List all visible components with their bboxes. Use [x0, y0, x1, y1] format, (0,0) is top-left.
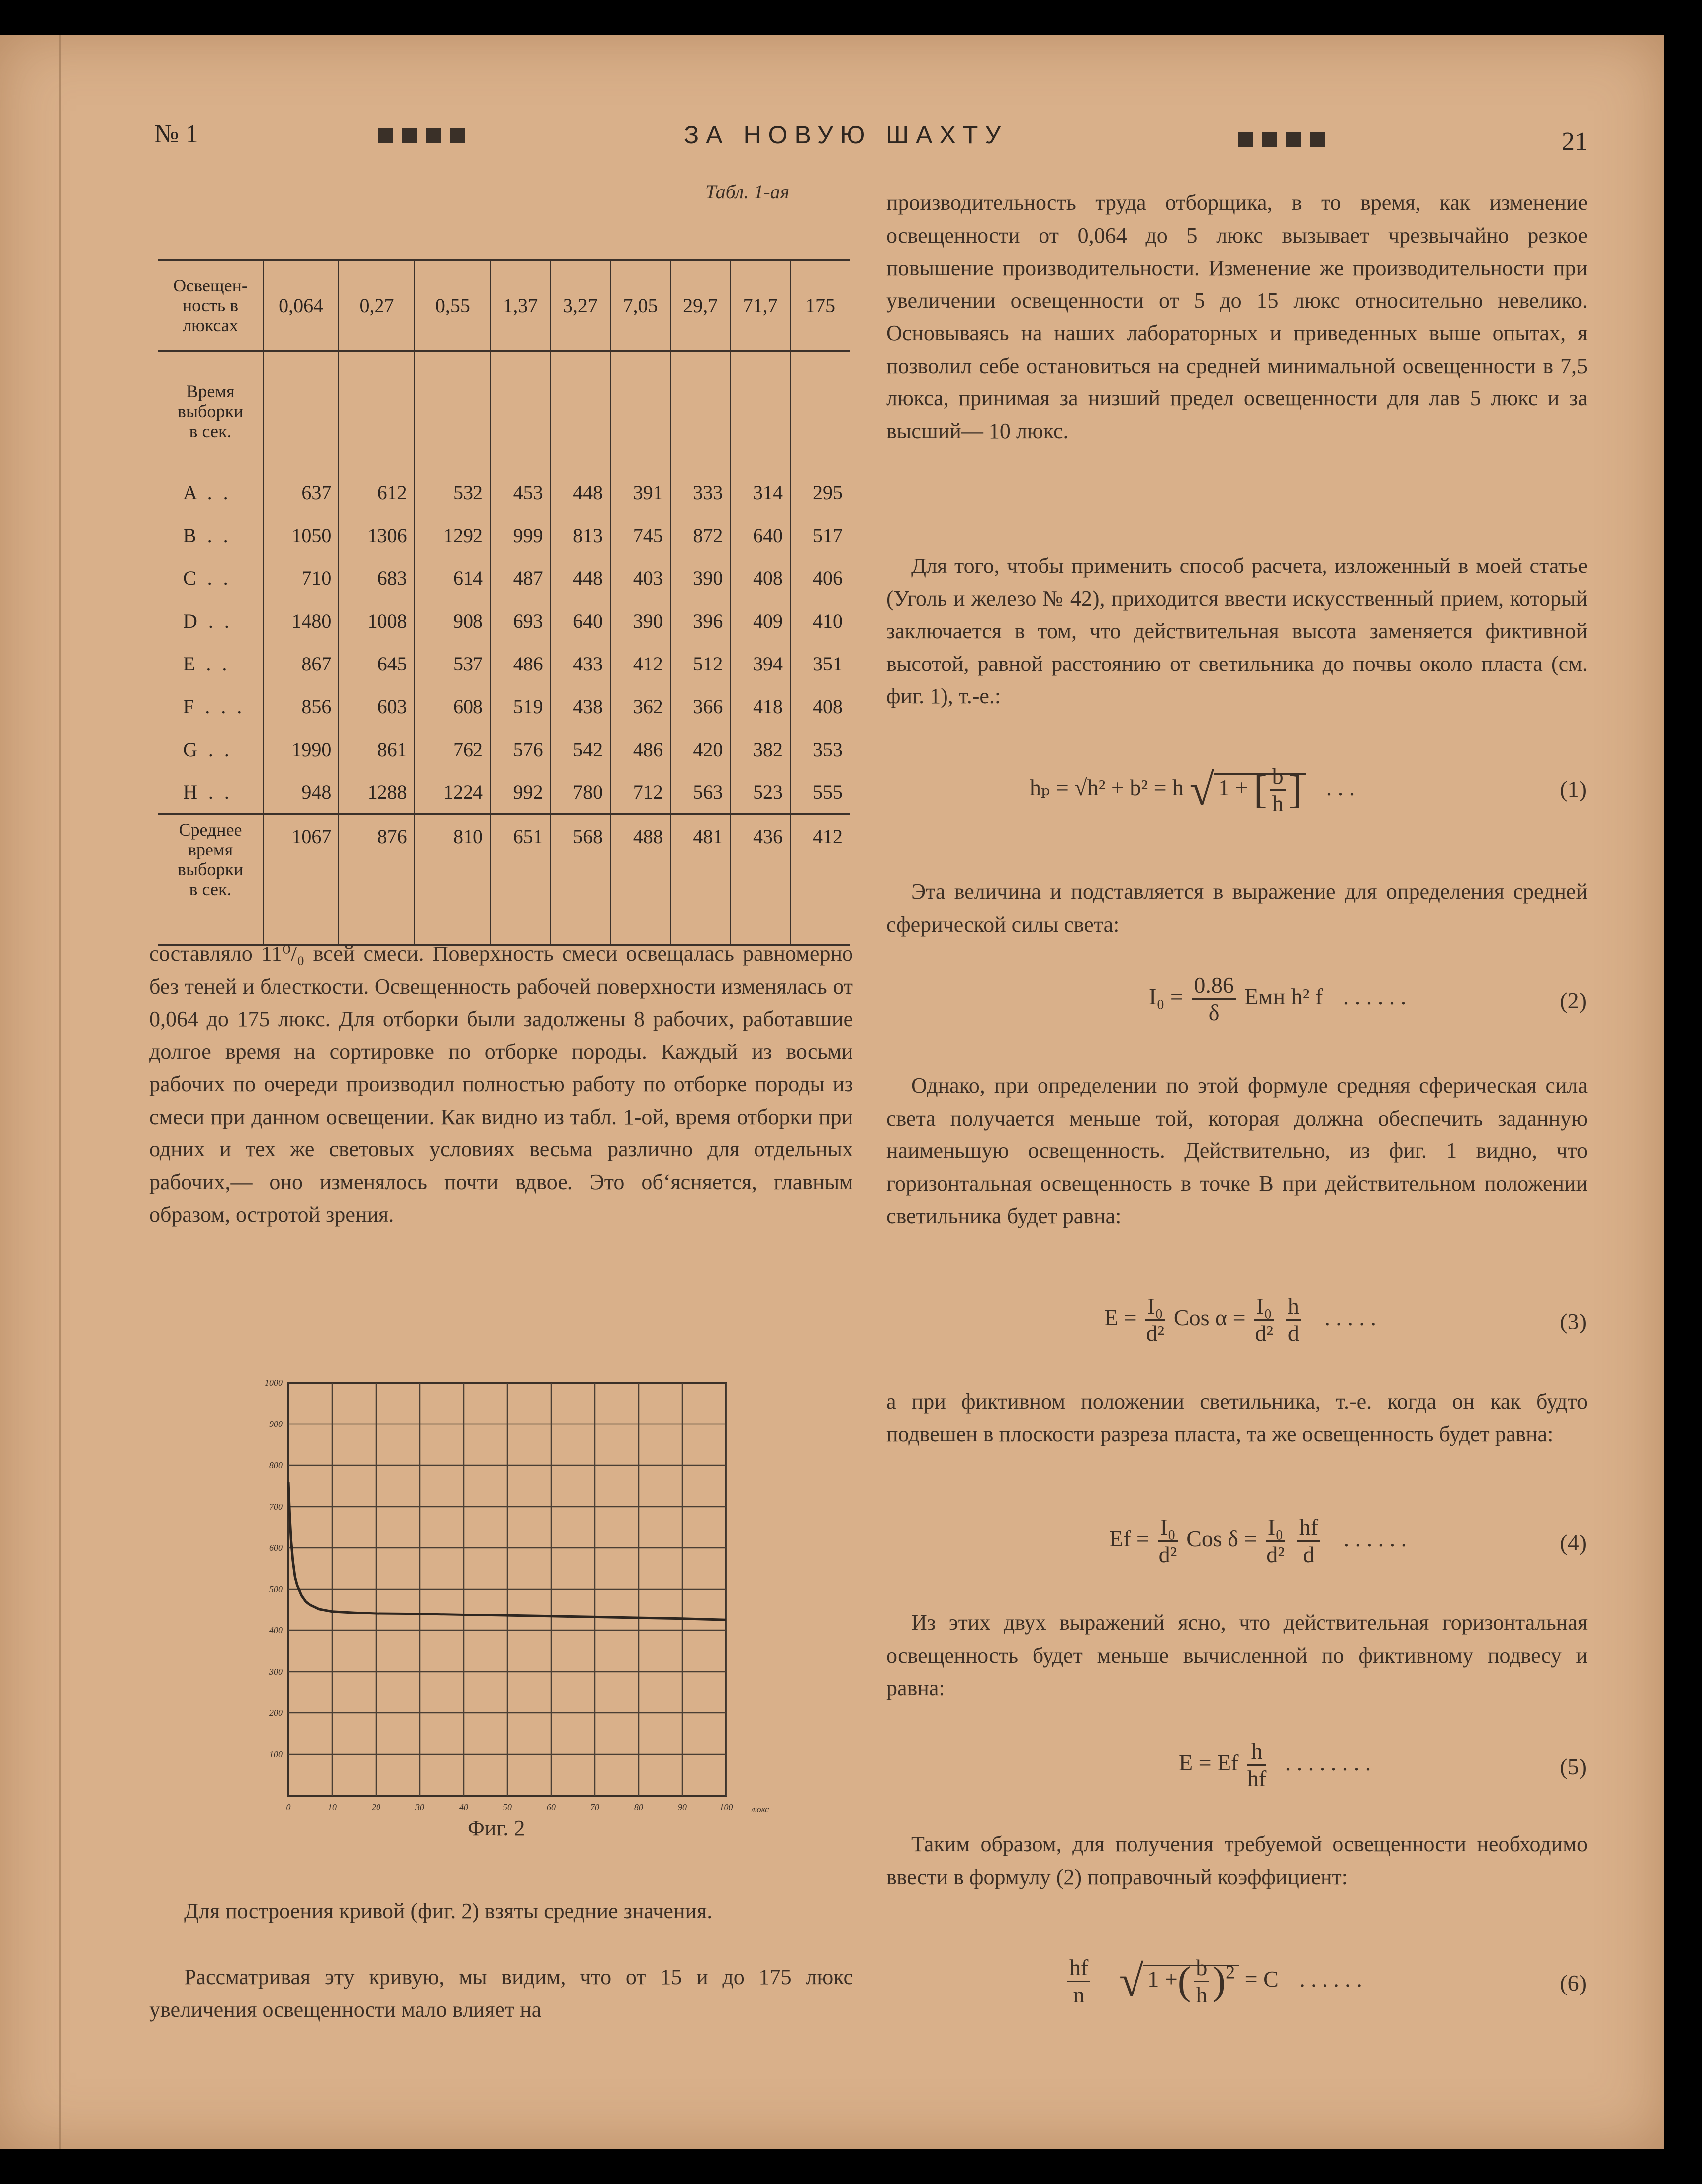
worker-label: C . . — [183, 567, 231, 589]
time-cell: 410 — [790, 599, 850, 642]
illum-cell: 1,37 — [490, 260, 551, 351]
time-cell: 542 — [551, 728, 611, 770]
time-cell: 563 — [670, 770, 731, 814]
table-row — [158, 471, 850, 514]
table-row — [158, 557, 850, 599]
formula-2: I₀ = $\frac{0.86}{\delta}$ Eмн h² f . . . . . . (2) — [1149, 972, 1587, 1025]
time-cell: 637 — [263, 471, 339, 514]
avg-cell: 568 — [551, 814, 611, 946]
x-tick-label: 0 — [286, 1803, 291, 1812]
time-cell: 433 — [551, 642, 611, 685]
avg-cell: 436 — [730, 814, 790, 946]
time-cell: 1306 — [339, 514, 414, 557]
time-cell: 403 — [610, 557, 670, 599]
time-cell: 453 — [490, 471, 551, 514]
avg-cell: 412 — [790, 814, 850, 946]
time-cell: 486 — [610, 728, 670, 770]
time-cell: 992 — [490, 770, 551, 814]
y-tick-label: 800 — [269, 1460, 283, 1470]
time-cell: 486 — [490, 642, 551, 685]
avg-cell: 481 — [670, 814, 731, 946]
time-cell: 314 — [730, 471, 790, 514]
time-cell: 390 — [670, 557, 731, 599]
formula-1: hₚ = √h² + b² = h √ 1 + [ $\frac{b}{h}$ ] . . . (1) — [1030, 763, 1587, 816]
time-cell: 448 — [551, 557, 611, 599]
table-row — [158, 599, 850, 642]
time-cell: 366 — [670, 685, 731, 728]
time-cell: 418 — [730, 685, 790, 728]
worker-label: B . . — [183, 524, 231, 547]
average-label: Среднее время выборки в сек. — [158, 814, 263, 946]
table-row — [158, 685, 850, 728]
y-tick-label: 600 — [269, 1543, 283, 1553]
x-axis-label: люкс — [751, 1804, 769, 1814]
formula-6: $\frac{hf}{n}$ √ 1 +( $\frac{b}{h}$ )$^2$ = C . . . . . . (6) — [1064, 1955, 1587, 2008]
time-cell: 523 — [730, 770, 790, 814]
data-table — [158, 259, 850, 946]
time-cell: 512 — [670, 642, 731, 685]
avg-cell: 1067 — [263, 814, 339, 946]
time-cell: 353 — [790, 728, 850, 770]
time-cell: 394 — [730, 642, 790, 685]
right-paragraph-1: производительность труда отборщика, в то время, как изменение освещенности от 0,064 до 5 люкс вызывает чрезвычайно резкое повышение производительности. Изменение же производительности при увеличении освещенности от 5 до 15 люкс относительно невелико. Основываясь на наших лабораторных и приведенных выше опытах, я позволил себе остановиться на средней минимальной освещенности в 7,5 люкса, принимая за низший предел освещенности для лав 5 люкс и за высший— 10 люкс. — [886, 190, 1588, 443]
x-tick-label: 30 — [415, 1803, 424, 1812]
worker-label: H . . — [158, 770, 263, 814]
table-row — [158, 642, 850, 685]
time-cell: 412 — [610, 642, 670, 685]
time-cell: 640 — [730, 514, 790, 557]
table-caption: Табл. 1-ая — [705, 181, 790, 203]
avg-cell: 488 — [610, 814, 670, 946]
right-paragraph-3: Эта величина и подставляется в выражение для определения средней сферической силы света: — [886, 879, 1588, 937]
time-cell: 693 — [490, 599, 551, 642]
worker-label: A . . — [183, 481, 231, 504]
illum-cell: 71,7 — [730, 260, 790, 351]
time-cell: 532 — [415, 471, 490, 514]
worker-label: D . . — [183, 609, 232, 632]
x-tick-label: 10 — [328, 1803, 337, 1812]
time-cell: 576 — [490, 728, 551, 770]
left-paragraph-3: Рассматривая эту кривую, мы видим, что от 15 и до 175 люкс увеличения освещенности мало влияет на — [149, 1965, 853, 2022]
header-ornament-right — [1238, 132, 1334, 149]
time-cell: 856 — [263, 685, 339, 728]
x-tick-label: 100 — [719, 1803, 733, 1812]
page-number: 21 — [1562, 127, 1588, 156]
time-cell: 555 — [790, 770, 850, 814]
x-tick-label: 60 — [547, 1803, 556, 1812]
time-cell: 409 — [730, 599, 790, 642]
illum-cell: 3,27 — [551, 260, 611, 351]
time-cell: 333 — [670, 471, 731, 514]
time-cell: 603 — [339, 685, 414, 728]
x-tick-label: 20 — [372, 1803, 380, 1812]
time-cell: 640 — [551, 599, 611, 642]
table-row — [158, 728, 850, 770]
y-tick-label: 400 — [269, 1625, 283, 1635]
illum-cell: 0,27 — [339, 260, 414, 351]
formula-3: E = $\frac{\text{I₀}}{\text{d²}}$ Cos α = $\frac{\text{I₀}}{\text{d²}}$ $\frac{h}{d}$ . . . . . (3) — [1104, 1293, 1587, 1346]
time-cell: 614 — [415, 557, 490, 599]
illum-cell: 7,05 — [610, 260, 670, 351]
time-cell: 872 — [670, 514, 731, 557]
y-tick-label: 500 — [269, 1584, 283, 1594]
issue-number: № 1 — [154, 120, 198, 148]
time-cell: 645 — [339, 642, 414, 685]
y-tick-label: 300 — [269, 1667, 283, 1677]
avg-cell: 876 — [339, 814, 414, 946]
time-cell: 537 — [415, 642, 490, 685]
illumination-label: Освещен- ность в люксах — [158, 260, 263, 351]
x-tick-label: 40 — [459, 1803, 468, 1812]
time-cell: 408 — [730, 557, 790, 599]
table-header-row — [158, 260, 850, 351]
time-cell: 396 — [670, 599, 731, 642]
illum-cell: 0,55 — [415, 260, 490, 351]
right-paragraph-6: Из этих двух выражений ясно, что действительная горизонтальная освещенность будет меньше вычисленной по фиктивному подвесу и равна: — [886, 1611, 1588, 1700]
time-cell: 1480 — [263, 599, 339, 642]
time-cell: 406 — [790, 557, 850, 599]
time-cell: 710 — [263, 557, 339, 599]
left-paragraph-2: Для построения кривой (фиг. 2) взяты средние значения. — [184, 1899, 713, 1923]
time-cell: 391 — [610, 471, 670, 514]
time-cell: 867 — [263, 642, 339, 685]
time-cell: 861 — [339, 728, 414, 770]
figure-caption: Фиг. 2 — [468, 1816, 525, 1840]
page-sheet — [0, 35, 1664, 2149]
right-paragraph-7: Таким образом, для получения требуемой освещенности необходимо ввести в формулу (2) поправочный коэффициент: — [886, 1832, 1588, 1889]
time-cell: 487 — [490, 557, 551, 599]
time-cell: 780 — [551, 770, 611, 814]
time-cell: 438 — [551, 685, 611, 728]
time-cell: 1050 — [263, 514, 339, 557]
avg-cell: 651 — [490, 814, 551, 946]
average-row — [158, 814, 850, 946]
time-cell: 612 — [339, 471, 414, 514]
formula-5: E = Ef $\frac{h}{hf}$ . . . . . . . . (5) — [1179, 1738, 1587, 1791]
time-cell: 408 — [790, 685, 850, 728]
time-cell: 362 — [610, 685, 670, 728]
time-label: Время выборки в сек. — [177, 381, 244, 441]
time-cell: 948 — [263, 770, 339, 814]
time-cell: 351 — [790, 642, 850, 685]
time-cell: 448 — [551, 471, 611, 514]
y-tick-label: 700 — [269, 1502, 283, 1512]
time-cell: 1288 — [339, 770, 414, 814]
x-tick-label: 90 — [678, 1803, 687, 1812]
time-cell: 1990 — [263, 728, 339, 770]
figure-2-chart — [249, 1368, 776, 1815]
right-paragraph-5: а при фиктивном положении светильника, т.-е. когда он как будто подвешен в плоскости разреза пласта, та же освещенность будет равна: — [886, 1389, 1588, 1446]
time-cell: 999 — [490, 514, 551, 557]
right-paragraph-2: Для того, чтобы применить способ расчета, изложенный в моей статье (Уголь и железо № 42), приходится ввести искусственный прием, который заключается в том, что действительная высота заменяется фиктивной высотой, равной расстоянию от светильника до почвы около пласта (см. фиг. 1), т.-е.: — [886, 554, 1588, 708]
time-cell: 519 — [490, 685, 551, 728]
time-cell: 712 — [610, 770, 670, 814]
time-cell: 762 — [415, 728, 490, 770]
time-cell: 1224 — [415, 770, 490, 814]
left-paragraph-1: составляло 11⁰/₀ всей смеси. Поверхность смеси освещалась равномерно без теней и блесткости. Освещенность рабочей поверхности изменялась от 0,064 до 175 люкс. Для отборки были задолжены 8 рабочих, работавшие долгое время на сортировке по отборке породы. Каждый из восьми рабочих по очереди производил полностью работу по отборке породы из смеси при данном освещении. Как видно из табл. 1-ой, время отборки при одних и тех же световых условиях весьма различно для отдельных рабочих,— оно изменялось почти вдвое. Это об‘ясняется, главным образом, остротой зрения. — [149, 942, 853, 1227]
illum-cell: 29,7 — [670, 260, 731, 351]
table-row — [158, 770, 850, 814]
time-cell: 420 — [670, 728, 731, 770]
time-cell: 745 — [610, 514, 670, 557]
avg-cell: 810 — [415, 814, 490, 946]
x-tick-label: 70 — [590, 1803, 599, 1812]
time-cell: 390 — [610, 599, 670, 642]
y-tick-label: 200 — [269, 1708, 283, 1718]
time-label-row — [158, 351, 850, 472]
time-cell: 1008 — [339, 599, 414, 642]
x-tick-label: 80 — [634, 1803, 643, 1812]
time-cell: 908 — [415, 599, 490, 642]
time-cell: 382 — [730, 728, 790, 770]
time-cell: 1292 — [415, 514, 490, 557]
time-cell: 813 — [551, 514, 611, 557]
x-tick-label: 50 — [503, 1803, 512, 1812]
worker-label: F . . . — [183, 695, 245, 718]
y-tick-label: 100 — [269, 1749, 283, 1759]
y-tick-label: 900 — [269, 1419, 283, 1429]
table-row — [158, 514, 850, 557]
worker-label: E . . — [183, 652, 230, 675]
journal-title: ЗА НОВУЮ ШАХТУ — [684, 121, 1008, 149]
time-cell: 295 — [790, 471, 850, 514]
illum-cell: 0,064 — [263, 260, 339, 351]
time-cell: 517 — [790, 514, 850, 557]
formula-4: Ef = $\frac{\text{I₀}}{\text{d²}}$ Cos δ = $\frac{\text{I₀}}{\text{d²}}$ $\frac{hf}{d}$ . . . . . . (4) — [1109, 1515, 1587, 1567]
time-cell: 608 — [415, 685, 490, 728]
worker-label: G . . — [183, 738, 232, 760]
time-cell: 683 — [339, 557, 414, 599]
y-tick-label: 1000 — [265, 1378, 283, 1388]
illum-cell: 175 — [790, 260, 850, 351]
right-paragraph-4: Однако, при определении по этой формуле средняя сферическая сила света получается меньше той, которая должна обеспечить заданную наименьшую освещенность. Действительно, из фиг. 1 видно, что горизонтальная освещенность в точке B при действительном положении светильника будет равна: — [886, 1073, 1588, 1228]
header-ornament-left — [378, 128, 473, 146]
